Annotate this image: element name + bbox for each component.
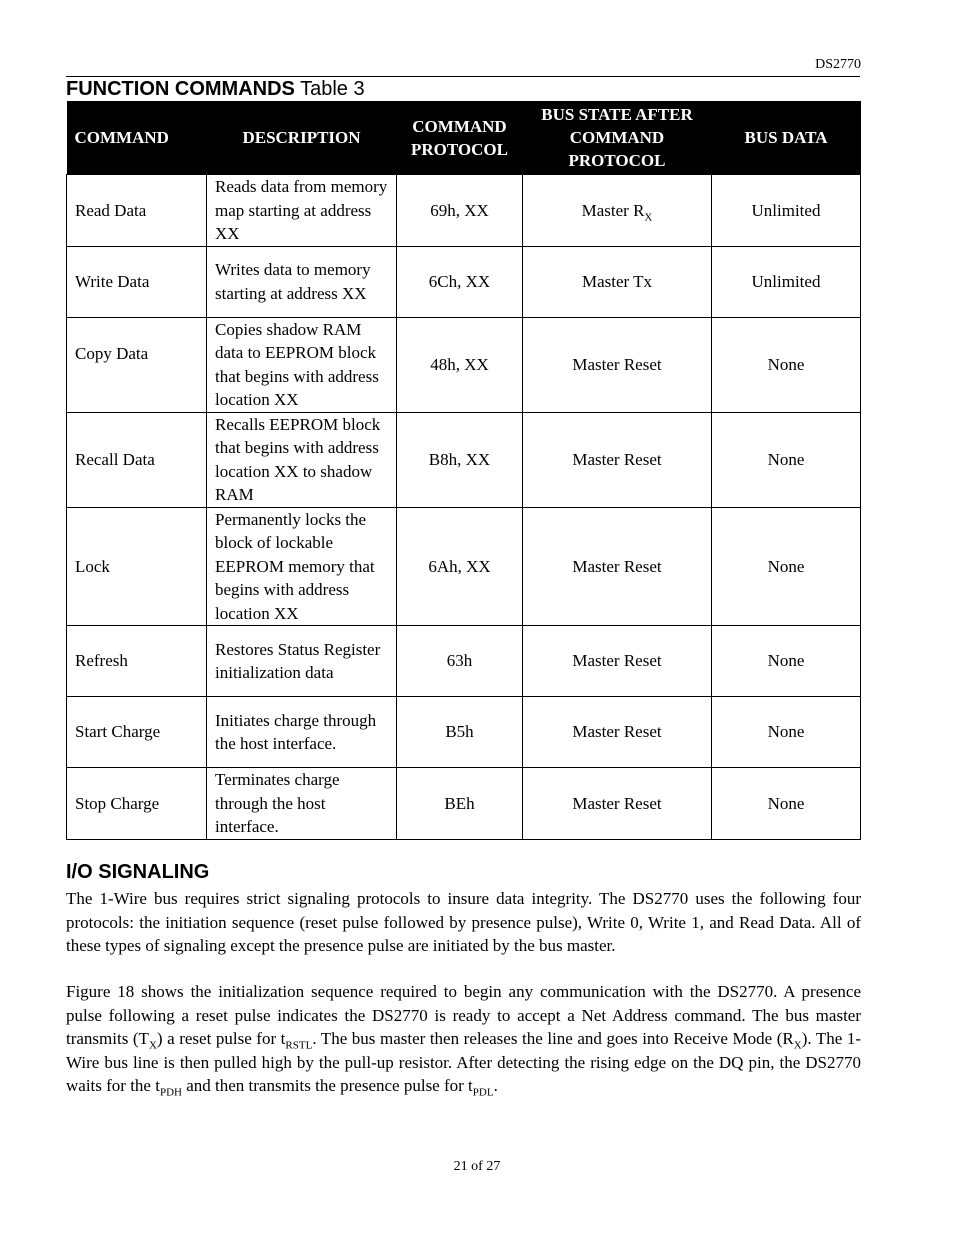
table-row (67, 697, 861, 768)
cell-description: Reads data from memory map starting at address XX (207, 175, 397, 247)
para2-sub-rx: X (793, 1039, 802, 1052)
cell-command: Copy Data (67, 317, 207, 412)
cell-protocol: BEh (397, 768, 523, 840)
cell-bus-state: Master Reset (523, 697, 712, 768)
para2-sub-trstl: RSTL (285, 1039, 313, 1052)
header-bus-data: BUS DATA (712, 101, 861, 175)
para2-sub-tx: X (148, 1039, 157, 1052)
table-row (67, 412, 861, 507)
io-signaling-heading: I/O SIGNALING (66, 861, 210, 883)
cell-bus-state (523, 175, 712, 247)
para2-text-4: ). The 1-Wire bus line is then pulled high by the pull-up resistor. After detecting the rising edge on the DQ pin, the DS2770 waits for the t (66, 1029, 861, 1095)
para2-text-1: Figure 18 shows the initialization sequence required to begin any communication with the DS2770. A presence pulse following a reset pulse indicates the DS2770 is ready to accept a Net Address command. The bus master transmits (T (66, 982, 861, 1048)
cell-bus-data: Unlimited (712, 175, 861, 247)
cell-description: Restores Status Register initialization data (207, 626, 397, 697)
cell-description: Terminates charge through the host interface. (207, 768, 397, 840)
document-id: DS2770 (815, 57, 861, 72)
header-description: DESCRIPTION (207, 101, 397, 175)
para2-text-3: . The bus master then releases the line and goes into Receive Mode (R (312, 1029, 794, 1048)
io-paragraph-1: The 1-Wire bus requires strict signaling protocols to insure data integrity. The DS2770 uses the following four protocols: the initiation sequence (reset pulse followed by presence pulse), Write 0, Write 1, and Read Data. All of these types of signaling except the presence pulse are initiated by the bus master. (66, 889, 861, 955)
table-row (67, 175, 861, 247)
cell-bus-state: Master Reset (523, 768, 712, 840)
table-row (67, 768, 861, 840)
cell-bus-data: None (712, 507, 861, 626)
cell-description: Initiates charge through the host interface. (207, 697, 397, 768)
para2-text-5: and then transmits the presence pulse for t (181, 1076, 473, 1095)
header-bus-state (523, 101, 712, 175)
cell-command: Lock (67, 507, 207, 626)
cell-description: Writes data to memory starting at address XX (207, 246, 397, 317)
cell-command: Stop Charge (67, 768, 207, 840)
cell-description: Copies shadow RAM data to EEPROM block that begins with address location XX (207, 317, 397, 412)
table-header-row (67, 101, 861, 175)
cell-bus-data: None (712, 626, 861, 697)
cell-bus-state: Master Reset (523, 507, 712, 626)
cell-protocol: B8h, XX (397, 412, 523, 507)
io-paragraph-2 (66, 980, 861, 1098)
para2-text-2: ) a reset pulse for t (156, 1029, 286, 1048)
cell-protocol: B5h (397, 697, 523, 768)
cell-description: Recalls EEPROM block that begins with address location XX to shadow RAM (207, 412, 397, 507)
cell-bus-state: Master Reset (523, 412, 712, 507)
cell-protocol: 6Ch, XX (397, 246, 523, 317)
header-protocol-line2: PROTOCOL (411, 139, 508, 159)
header-bus-state-line2: COMMAND (569, 128, 665, 147)
cell-command: Write Data (67, 246, 207, 317)
header-command-protocol (397, 101, 523, 175)
cell-command: Read Data (67, 175, 207, 247)
cell-bus-state: Master Reset (523, 317, 712, 412)
cell-command: Recall Data (67, 412, 207, 507)
cell-protocol: 6Ah, XX (397, 507, 523, 626)
cell-command: Refresh (67, 626, 207, 697)
cell-bus-data: None (712, 317, 861, 412)
para2-text-6: . (493, 1076, 498, 1095)
cell-bus-data: Unlimited (712, 246, 861, 317)
cell-bus-data: None (712, 697, 861, 768)
cell-command: Start Charge (67, 697, 207, 768)
para2-sub-tpdl: PDL (472, 1086, 494, 1099)
cell-bus-data: None (712, 768, 861, 840)
header-bus-state-line1: BUS STATE AFTER (541, 105, 693, 124)
header-bus-state-line3: PROTOCOL (568, 151, 666, 170)
cell-protocol: 69h, XX (397, 175, 523, 247)
cell-protocol: 63h (397, 626, 523, 697)
header-protocol-line1: COMMAND (412, 116, 507, 136)
bus-state-subscript: X (644, 210, 653, 223)
table-title-bold: FUNCTION COMMANDS (66, 78, 295, 100)
cell-protocol: 48h, XX (397, 317, 523, 412)
table-title (66, 77, 365, 101)
bus-state-text: Master R (581, 200, 645, 220)
header-command: COMMAND (67, 101, 207, 175)
cell-bus-state: Master Reset (523, 626, 712, 697)
table-row (67, 507, 861, 626)
cell-description: Permanently locks the block of lockable EEPROM memory that begins with address location XX (207, 507, 397, 626)
cell-bus-data: None (712, 412, 861, 507)
function-commands-table (66, 101, 861, 840)
table-row (67, 317, 861, 412)
table-row (67, 246, 861, 317)
table-title-rest: Table 3 (294, 78, 365, 100)
cell-bus-state: Master Tx (523, 246, 712, 317)
page-number: 21 of 27 (453, 1159, 501, 1174)
para2-sub-tpdh: PDH (159, 1086, 182, 1099)
table-row (67, 626, 861, 697)
